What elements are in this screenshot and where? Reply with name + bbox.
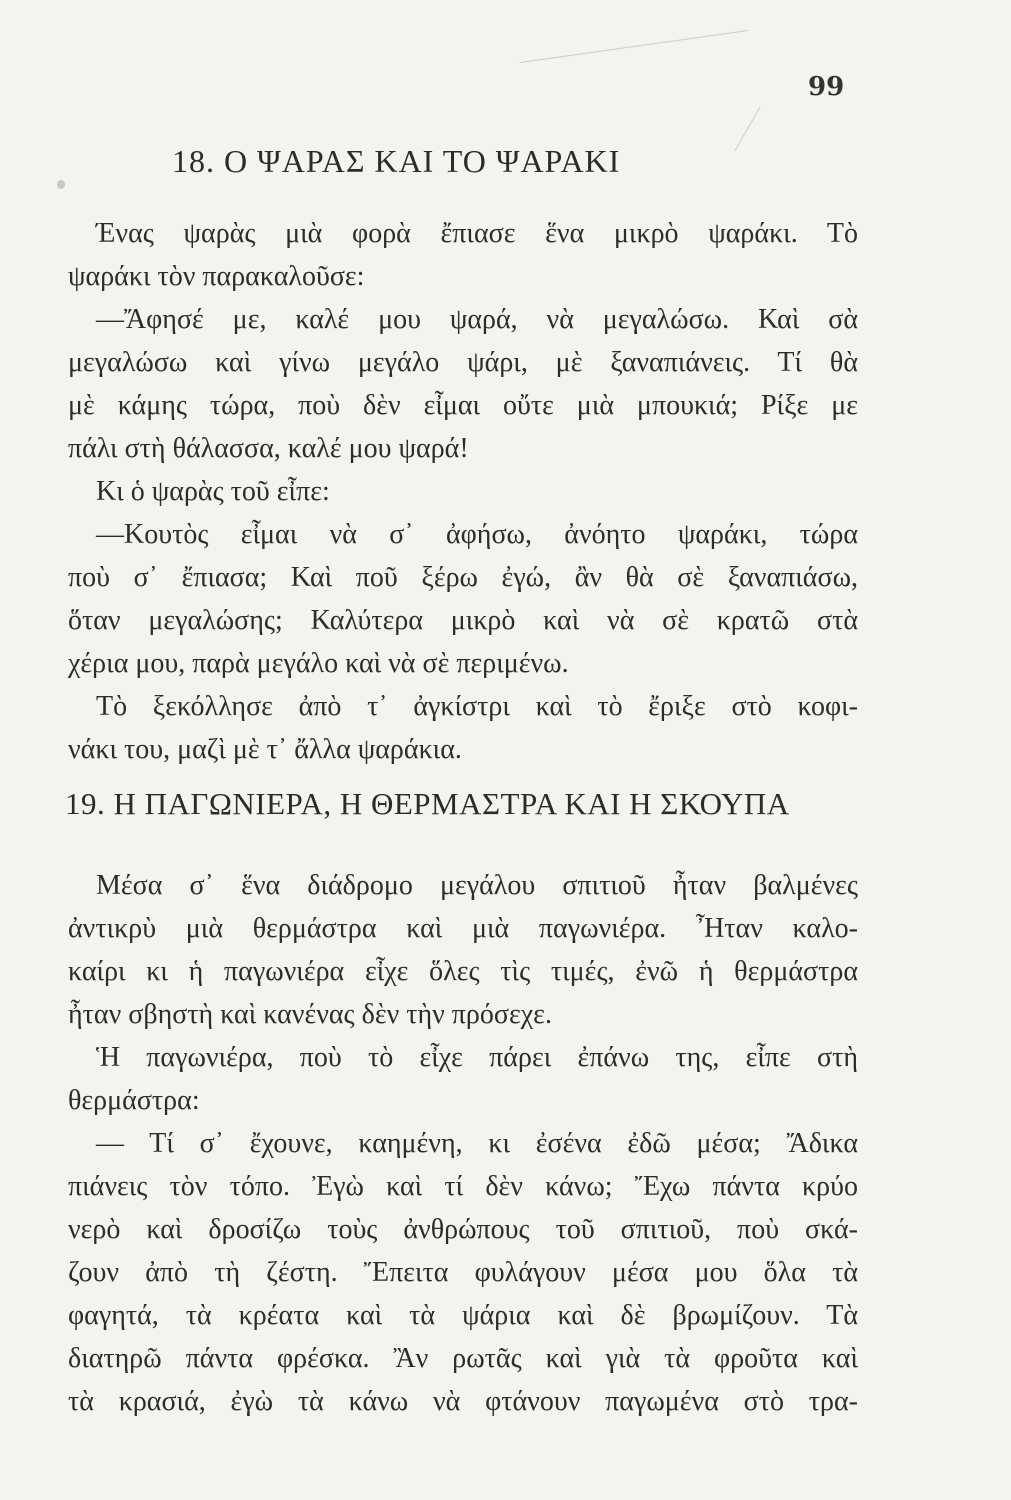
scan-pencil-stroke <box>735 107 761 151</box>
story-19-line: φαγητά, τὰ κρέατα καὶ τὰ ψάρια καὶ δὲ βρωμίζουν. Τὰ <box>68 1300 858 1331</box>
story-19-line: ἀντικρὺ μιὰ θερμάστρα καὶ μιὰ παγωνιέρα. Ἦταν καλο- <box>68 913 858 944</box>
story-18-line: Τὸ ξεκόλλησε ἀπὸ τ᾽ ἀγκίστρι καὶ τὸ ἔριξε στὸ κοφι- <box>96 691 858 722</box>
story-18-line: —Ἄφησέ με, καλέ μου ψαρά, νὰ μεγαλώσω. Καὶ σὰ <box>96 304 858 335</box>
story-19-line: ζουν ἀπὸ τὴ ζέστη. Ἔπειτα φυλάγουν μέσα μου ὅλα τὰ <box>68 1257 858 1288</box>
story-19-line: — Τί σ᾽ ἔχουνε, καημένη, κι ἐσένα ἐδῶ μέσα; Ἄδικα <box>96 1128 858 1159</box>
story-19-line: νερὸ καὶ δροσίζω τοὺς ἀνθρώπους τοῦ σπιτιοῦ, ποὺ σκά- <box>68 1214 858 1245</box>
story-18-line: μὲ κάμης τώρα, ποὺ δὲν εἶμαι οὔτε μιὰ μπουκιά; Ρίξε με <box>68 390 858 421</box>
story-18-line: —Κουτὸς εἶμαι νὰ σ᾽ ἀφήσω, ἀνόητο ψαράκι, τώρα <box>96 519 858 550</box>
scan-speck <box>57 180 65 189</box>
story-19-line: ἦταν σβηστὴ καὶ κανένας δὲν τὴν πρόσεχε. <box>68 999 552 1030</box>
story-19-line: διατηρῶ πάντα φρέσκα. Ἂν ρωτᾶς καὶ γιὰ τὰ φροῦτα καὶ <box>68 1343 858 1374</box>
story-18-line: μεγαλώσω καὶ γίνω μεγάλο ψάρι, μὲ ξαναπιάνεις. Τί θὰ <box>68 347 858 378</box>
story-18-line: ποὺ σ᾽ ἔπιασα; Καὶ ποῦ ξέρω ἐγώ, ἂν θὰ σὲ ξαναπιάσω, <box>68 562 858 593</box>
story-19-line: Ἡ παγωνιέρα, ποὺ τὸ εἶχε πάρει ἐπάνω της, εἶπε στὴ <box>96 1042 858 1073</box>
page-number: 99 <box>808 72 845 102</box>
scan-pencil-stroke <box>520 30 748 63</box>
story-18-line: Κι ὁ ψαρὰς τοῦ εἶπε: <box>96 476 330 507</box>
story-19-line: καίρι κι ἡ παγωνιέρα εἶχε ὅλες τὶς τιμές, ἐνῶ ἡ θερμάστρα <box>68 956 858 987</box>
story-19-line: τὰ κρασιά, ἐγὼ τὰ κάνω νὰ φτάνουν παγωμένα στὸ τρα- <box>68 1386 858 1417</box>
story-19-line: πιάνεις τὸν τόπο. Ἐγὼ καὶ τί δὲν κάνω; Ἔχω πάντα κρύο <box>68 1171 858 1202</box>
story-18-title: 18. Ο ΨΑΡΑΣ ΚΑΙ ΤΟ ΨΑΡΑΚΙ <box>172 143 621 179</box>
story-18-line: νάκι του, μαζὶ μὲ τ᾽ ἄλλα ψαράκια. <box>68 734 462 765</box>
story-19-line: θερμάστρα: <box>68 1085 200 1116</box>
story-18-line: χέρια μου, παρὰ μεγάλο καὶ νὰ σὲ περιμένω. <box>68 648 569 679</box>
story-18-line: πάλι στὴ θάλασσα, καλέ μου ψαρά! <box>68 433 469 464</box>
story-18-line: ψαράκι τὸν παρακαλοῦσε: <box>68 261 365 292</box>
story-18-line: ὅταν μεγαλώσης; Καλύτερα μικρὸ καὶ νὰ σὲ κρατῶ στὰ <box>68 605 858 636</box>
story-18-line: Ένας ψαρὰς μιὰ φορὰ ἔπιασε ἕνα μικρὸ ψαράκι. Τὸ <box>96 218 858 249</box>
story-19-title: 19. Η ΠΑΓΩΝΙΕΡΑ, Η ΘΕΡΜΑΣΤΡΑ ΚΑΙ Η ΣΚΟΥΠΑ <box>65 786 790 821</box>
story-19-line: Μέσα σ᾽ ἕνα διάδρομο μεγάλου σπιτιοῦ ἦταν βαλμένες <box>96 870 858 901</box>
